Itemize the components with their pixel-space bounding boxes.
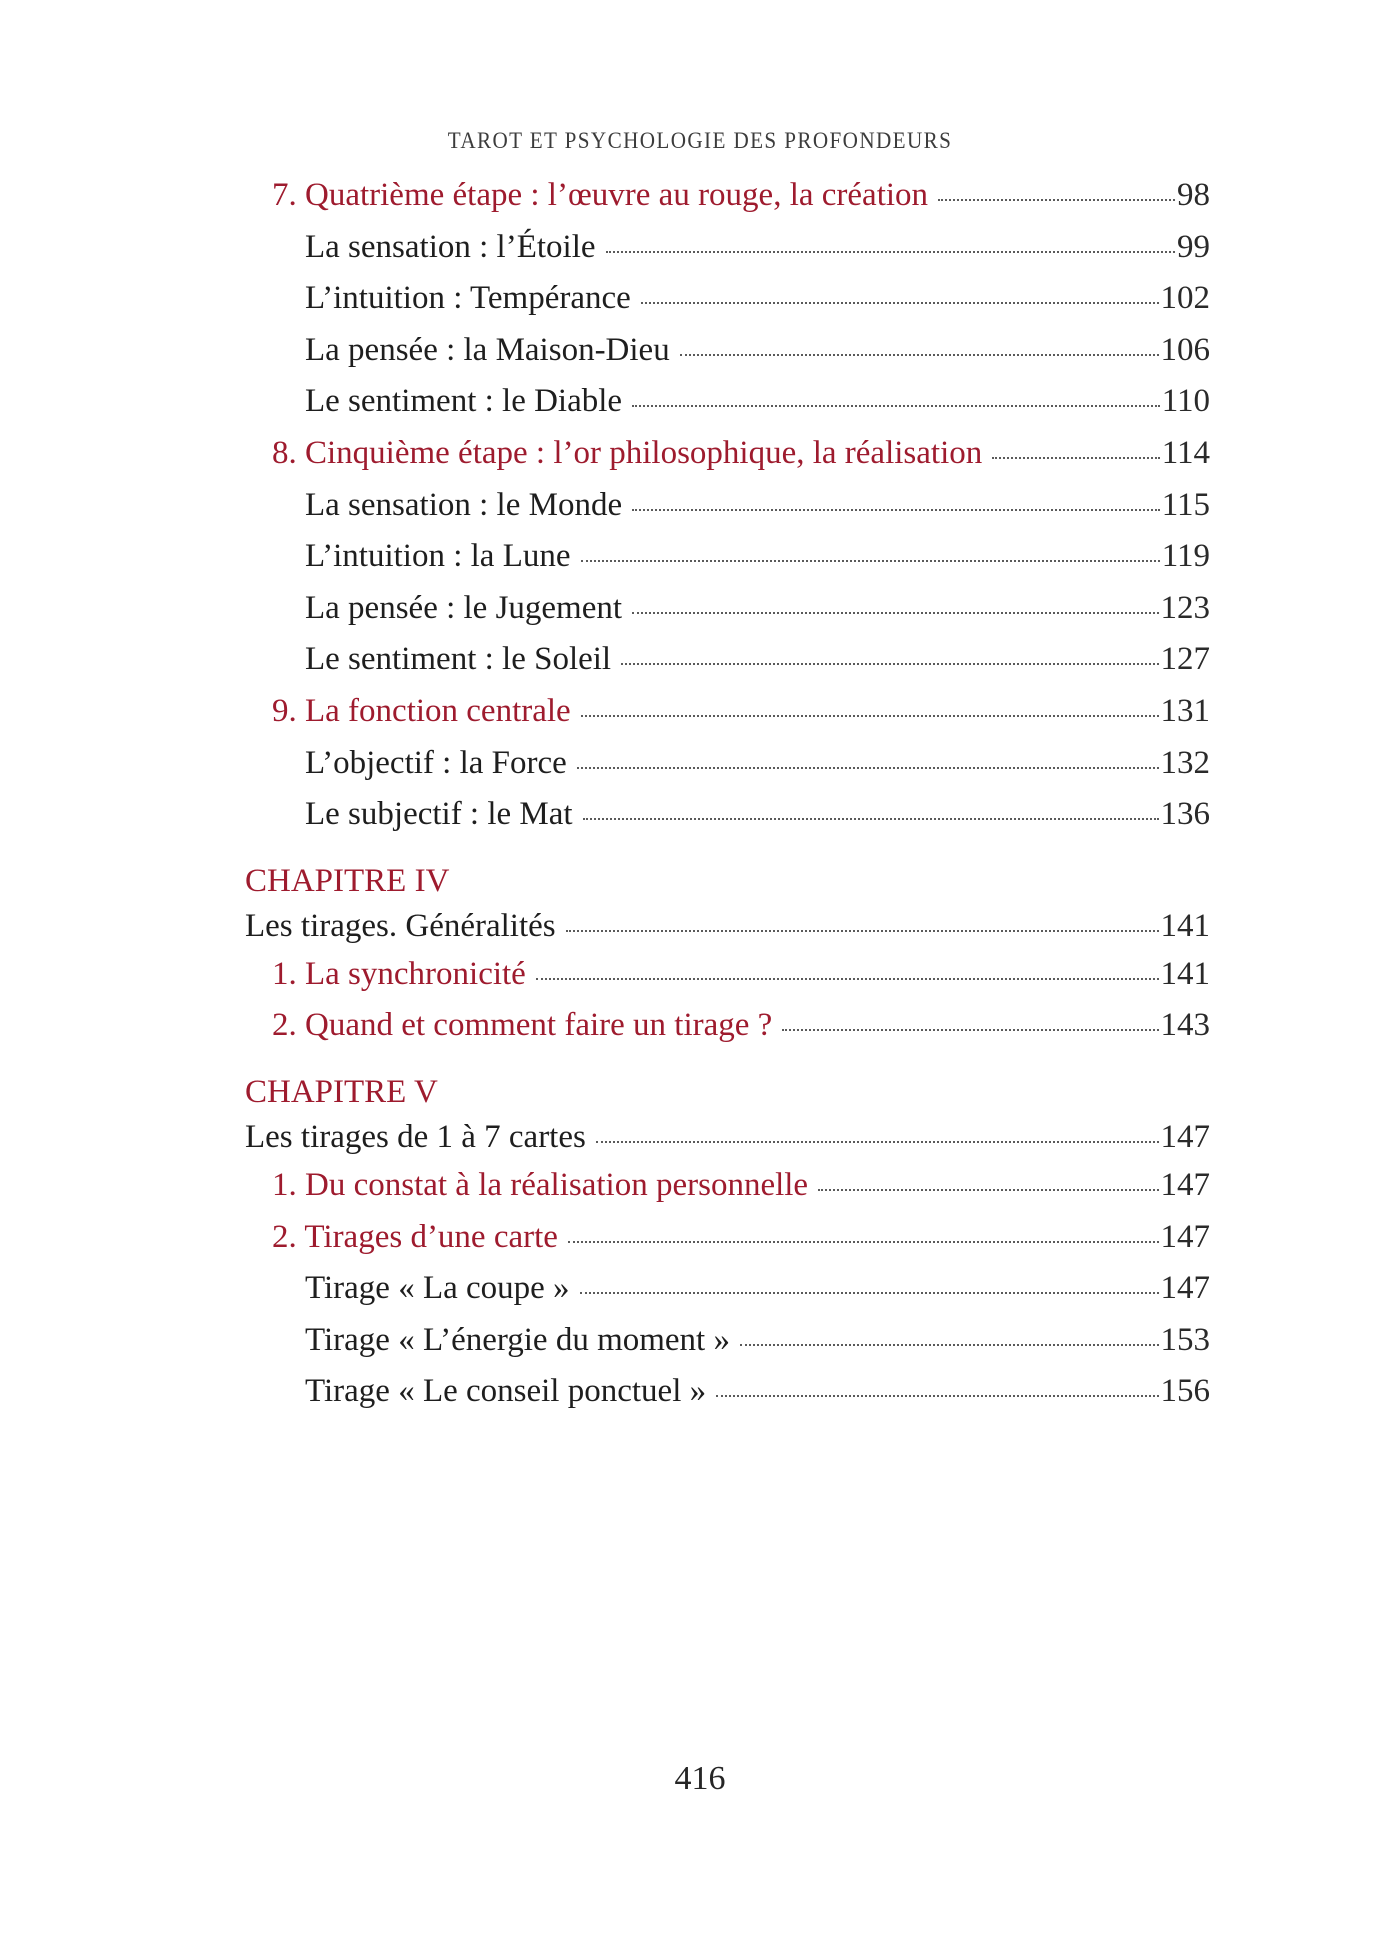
toc-entry-page: 156 [1160,1373,1210,1410]
toc-entry-page: 132 [1160,744,1210,781]
toc-entry [245,1000,1210,1052]
dotted-leader [577,767,1159,769]
toc-entry [245,376,1210,428]
toc-entry-label: 9. La fonction centrale [272,692,571,729]
dotted-leader [568,1241,1159,1243]
toc-entry [245,480,1210,532]
dotted-leader [641,302,1159,304]
chapter-heading-label: CHAPITRE IV [245,862,450,899]
toc-entry-label: La sensation : le Monde [305,486,623,523]
toc-entry [245,1366,1210,1418]
toc-entry-label: L’intuition : la Lune [305,538,571,575]
toc-entry [245,1212,1210,1264]
toc-entry-page: 141 [1160,955,1210,992]
dotted-leader [818,1189,1158,1191]
toc-entry-label: 7. Quatrième étape : l’œuvre au rouge, la création [272,177,929,213]
toc-entry-label: 2. Quand et comment faire un tirage ? [272,1007,773,1044]
toc-entry-page: 110 [1161,383,1210,420]
dotted-leader [938,199,1175,201]
dotted-leader [680,354,1159,356]
toc-entry-page: 147 [1160,1218,1210,1255]
toc-entry-page: 143 [1160,1007,1210,1044]
toc-entry [245,1263,1210,1315]
dotted-leader [621,663,1158,665]
dotted-leader [740,1344,1159,1346]
toc-entry [245,1114,1210,1160]
toc-entry-page: 141 [1160,907,1210,944]
toc-entry-label: L’intuition : Tempérance [305,280,631,317]
toc-entry-label: Tirage « L’énergie du moment » [305,1321,730,1358]
toc-entry [245,738,1210,790]
dotted-leader [583,818,1159,820]
toc-entry-page: 114 [1161,434,1210,471]
dotted-leader [581,715,1159,717]
toc-entry-page: 147 [1160,1118,1210,1155]
dotted-leader [632,612,1158,614]
dotted-leader [716,1395,1158,1397]
toc-entry [245,325,1210,377]
chapter-heading-label: CHAPITRE V [245,1073,438,1110]
toc-entry [245,273,1210,325]
toc-entry-label: Le sentiment : le Soleil [305,641,612,678]
toc-entry [245,949,1210,1001]
toc-entry-page: 147 [1160,1166,1210,1203]
dotted-leader [632,509,1160,511]
toc-entry-label: 2. Tirages d’une carte [272,1218,558,1255]
toc-entry-page: 131 [1160,692,1210,729]
toc-entry-label: 1. La synchronicité [272,955,526,992]
toc-entry-page: 153 [1160,1321,1210,1358]
toc-entry-page: 99 [1177,228,1210,265]
running-header: TAROT ET PSYCHOLOGIE DES PROFONDEURS [447,128,953,153]
chapter-heading [245,859,1210,903]
toc-entry-label: Le sentiment : le Diable [305,383,623,420]
toc-entry-page: 102 [1160,280,1210,317]
dotted-leader [566,930,1159,932]
dotted-leader [580,1292,1159,1294]
page-number: 416 [674,1760,726,1797]
table-of-contents [245,170,1210,1418]
toc-entry [245,1315,1210,1367]
toc-entry-page: 123 [1160,589,1210,626]
toc-entry [245,531,1210,583]
toc-entry-label: 1. Du constat à la réalisation personnelle [272,1166,809,1203]
toc-entry [245,583,1210,635]
dotted-leader [782,1029,1158,1031]
toc-entry-label: L’objectif : la Force [305,744,567,781]
toc-entry [245,428,1210,480]
toc-entry-label: Les tirages. Généralités [245,907,556,944]
dotted-leader [581,560,1160,562]
toc-entry [245,686,1210,738]
dotted-leader [536,978,1159,980]
toc-entry [245,1160,1210,1212]
toc-entry-label: Le subjectif : le Mat [305,796,573,833]
toc-entry-page: 119 [1161,538,1210,575]
toc-entry [245,222,1210,274]
dotted-leader [606,251,1175,253]
dotted-leader [596,1141,1159,1143]
toc-entry-page: 127 [1160,641,1210,678]
toc-entry-label: Tirage « La coupe » [305,1270,570,1307]
toc-entry [245,789,1210,841]
toc-entry-page: 98 [1177,177,1210,213]
dotted-leader [632,405,1160,407]
toc-entry-page: 136 [1160,796,1210,833]
toc-entry-label: La sensation : l’Étoile [305,228,596,265]
toc-entry [245,634,1210,686]
toc-entry-label: La pensée : la Maison-Dieu [305,331,670,368]
toc-entry-page: 115 [1161,486,1210,523]
toc-entry-page: 106 [1160,331,1210,368]
dotted-leader [992,457,1159,459]
toc-entry-label: Tirage « Le conseil ponctuel » [305,1373,707,1410]
toc-entry-label: La pensée : le Jugement [305,589,623,626]
toc-entry-label: 8. Cinquième étape : l’or philosophique, la réalisation [272,434,983,471]
toc-entry [245,170,1210,222]
toc-entry-label: Les tirages de 1 à 7 cartes [245,1118,586,1155]
chapter-heading [245,1070,1210,1114]
toc-entry-page: 147 [1160,1270,1210,1307]
toc-entry [245,903,1210,949]
